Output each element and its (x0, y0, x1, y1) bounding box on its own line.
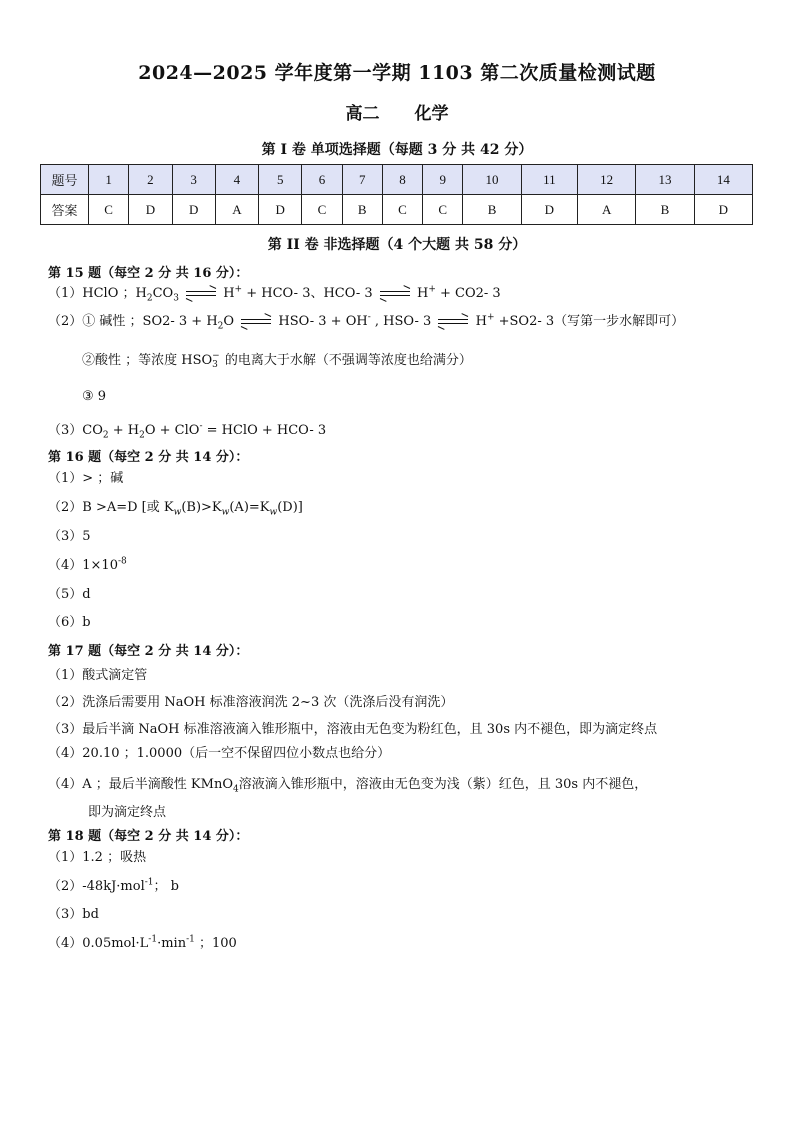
q17-heading: 第 17 题（每空 2 分 共 14 分）： (48, 644, 249, 659)
q17-answer-4b-cont: 即为滴定终点 (88, 805, 167, 820)
page-subtitle: 高二 化学 (345, 104, 449, 124)
question-number: 9 (423, 165, 463, 195)
answer-cell: C (302, 195, 342, 225)
equilibrium-arrow-icon (186, 290, 216, 298)
question-number: 8 (382, 165, 422, 195)
question-number: 2 (129, 165, 172, 195)
question-number: 10 (463, 165, 521, 195)
q16-answer-2: （2）B >A=D [或 $K_w(B)>K_w(A)=K_w(D)$] (48, 500, 303, 518)
q16-heading: 第 16 题（每空 2 分 共 14 分）： (48, 450, 249, 465)
q16-answer-5: （5）d (48, 587, 91, 602)
q17-answer-4: （4）20.10 ；1.0000（后一空不保留四位小数点也给分） (48, 746, 391, 761)
q17-answer-1: （1）酸式滴定管 (48, 668, 148, 683)
answer-cell: C (423, 195, 463, 225)
question-number: 13 (636, 165, 694, 195)
question-number: 1 (89, 165, 129, 195)
equilibrium-arrow-icon (380, 290, 410, 298)
q17-answer-4b: （4）A ；最后半滴酸性 KMnO$_4$溶液滴入锥形瓶中，溶液由无色变为浅（紫）红色，且 30s 内不褪色， (48, 777, 648, 795)
answer-row (41, 195, 753, 225)
q15-answer-1: （1）HClO ；$H_2CO_3$ H+ + HCO- 3、HCO- 3 H+ + CO2- 3 (48, 284, 501, 304)
answer-cell: C (382, 195, 422, 225)
answer-cell: D (172, 195, 215, 225)
number-row-label: 题号 (41, 165, 89, 195)
q16-answer-6: （6）b (48, 615, 91, 630)
answer-cell: A (215, 195, 258, 225)
page-title: 2024—2025 学年度第一学期 1103 第二次质量检测试题 (138, 62, 656, 84)
q18-heading: 第 18 题（每空 2 分 共 14 分）： (48, 829, 249, 844)
q15-answer-2-3: ③ 9 (82, 389, 107, 404)
answer-cell: D (521, 195, 577, 225)
question-number: 14 (694, 165, 752, 195)
answer-cell: A (578, 195, 636, 225)
answer-row-label: 答案 (41, 195, 89, 225)
equilibrium-arrow-icon (438, 318, 468, 326)
question-number: 12 (578, 165, 636, 195)
question-number: 6 (302, 165, 342, 195)
answer-cell: C (89, 195, 129, 225)
q15-answer-2-2: ②酸性 ；等浓度 HSO − 3 的电离大于水解（不强调等浓度也给满分） (82, 350, 472, 370)
q18-answer-1: （1）1.2 ；吸热 (48, 850, 147, 865)
question-number: 3 (172, 165, 215, 195)
q15-answer-3: $(3)CO_2 + H_2O + ClO^-$ = HClO + HCO- 3 (48, 421, 327, 441)
answer-cell: D (259, 195, 302, 225)
answer-cell: D (129, 195, 172, 225)
q15-answer-2-1: （2）① 碱性 ；SO2- $3 + H_2O$ HSO- 3 + OH- , HSO- 3 H+ +SO2- 3（写第一步水解即可） (48, 312, 685, 332)
question-number: 11 (521, 165, 577, 195)
answer-cell: B (342, 195, 382, 225)
answer-cell: B (636, 195, 694, 225)
q17-answer-2: （2）洗涤后需要用 NaOH 标准溶液润洗 2~3 次（洗涤后没有润洗） (48, 695, 454, 710)
part2-heading: 第 II 卷 非选择题（4 个大题 共 58 分） (267, 237, 527, 253)
question-number: 4 (215, 165, 258, 195)
answer-cell: B (463, 195, 521, 225)
question-number: 5 (259, 165, 302, 195)
question-number: 7 (342, 165, 382, 195)
answer-cell: D (694, 195, 752, 225)
q17-answer-3: （3）最后半滴 NaOH 标准溶液滴入锥形瓶中，溶液由无色变为粉红色，且 30s 内不褪色，即为滴定终点 (48, 722, 658, 737)
q18-answer-3: （3）bd (48, 907, 99, 922)
equilibrium-arrow-icon (241, 318, 271, 326)
q16-answer-4: $(4)1\times 10^{-8}$ (48, 556, 127, 573)
q18-answer-4: $(4)0.05mol\cdot L^{-1}\cdot\min^{-1}$ ；100 (48, 934, 237, 951)
part1-heading: 第 I 卷 单项选择题（每题 3 分 共 42 分） (261, 142, 533, 158)
q16-answer-3: （3）5 (48, 529, 91, 544)
q16-answer-1: （1）> ；碱 (48, 471, 124, 486)
answer-table (40, 164, 753, 225)
q15-heading: 第 15 题（每空 2 分 共 16 分）： (48, 266, 249, 281)
number-row (41, 165, 753, 195)
q18-answer-2: （2）-48kJ·mol$^{-1}$； b (48, 877, 179, 894)
